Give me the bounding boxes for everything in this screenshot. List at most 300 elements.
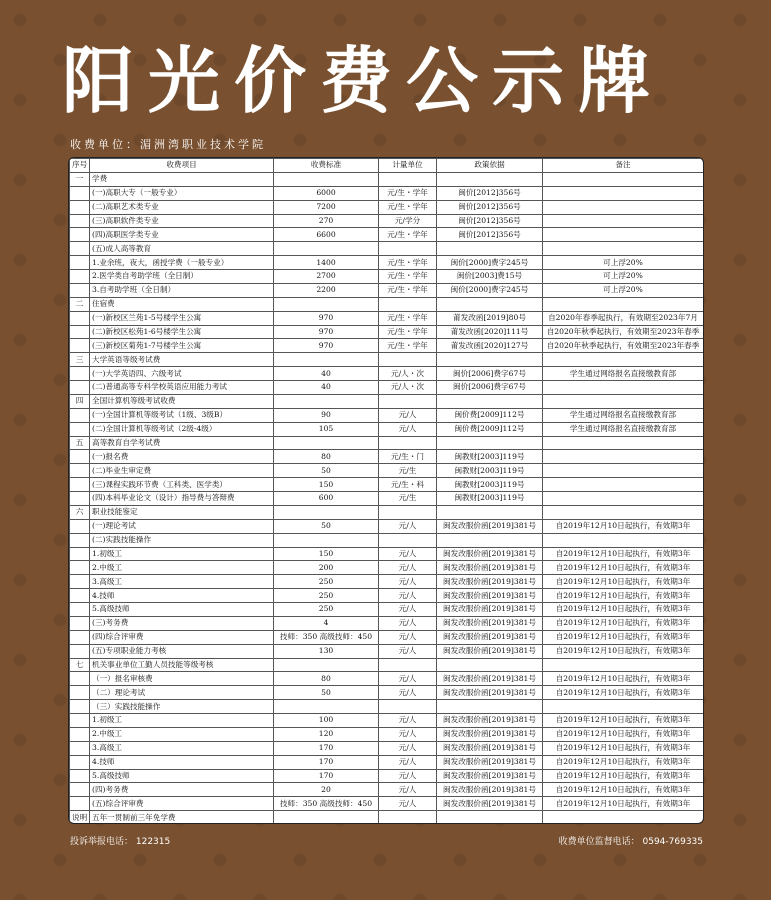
- row-note: [543, 186, 704, 200]
- charging-unit: 收费单位：湄洲湾职业技术学院: [70, 138, 266, 151]
- row-item: (二)毕业生审定费: [90, 464, 274, 478]
- row-basis: 闽价[2000]费字245号: [437, 283, 543, 297]
- row-standard: 50: [274, 686, 379, 700]
- row-unit: 元/人・次: [379, 367, 437, 381]
- row-unit: 元/人: [379, 422, 437, 436]
- table-row: [70, 630, 704, 644]
- table-row: [70, 256, 704, 270]
- row-note: [543, 464, 704, 478]
- row-standard: 150: [274, 478, 379, 492]
- row-note: [543, 478, 704, 492]
- row-basis: [437, 297, 543, 311]
- row-standard: 970: [274, 311, 379, 325]
- row-standard: 50: [274, 464, 379, 478]
- row-note: [543, 505, 704, 519]
- row-standard: [274, 353, 379, 367]
- table-row: [70, 353, 704, 367]
- row-number: [70, 464, 90, 478]
- table-row: [70, 547, 704, 561]
- row-item: (三)新校区菊苑1-7号楼学生公寓: [90, 339, 274, 353]
- table-row: [70, 297, 704, 311]
- row-note: [543, 700, 704, 714]
- row-item: 5.高级技师: [90, 769, 274, 783]
- row-basis: 闽发改服价函[2019]381号: [437, 630, 543, 644]
- row-unit: 元/生: [379, 464, 437, 478]
- row-basis: [437, 505, 543, 519]
- row-item: 3.高级工: [90, 575, 274, 589]
- row-basis: 闽发改服价函[2019]381号: [437, 616, 543, 630]
- table-row: [70, 727, 704, 741]
- row-basis: [437, 353, 543, 367]
- table-row: [70, 603, 704, 617]
- row-item: (二)普通高等专科学校英语应用能力考试: [90, 381, 274, 395]
- row-standard: 6000: [274, 186, 379, 200]
- row-note: 自2019年12月10日起执行，有效期3年: [543, 561, 704, 575]
- row-unit: 元/人: [379, 644, 437, 658]
- row-number: [70, 408, 90, 422]
- table-row: [70, 242, 704, 256]
- row-item: (五)成人高等教育: [90, 242, 274, 256]
- row-standard: 120: [274, 727, 379, 741]
- row-unit: 元/人: [379, 714, 437, 728]
- row-item: 职业技能鉴定: [90, 505, 274, 519]
- row-unit: 元/人: [379, 561, 437, 575]
- table-row: [70, 686, 704, 700]
- table-row: [70, 325, 704, 339]
- row-basis: [437, 242, 543, 256]
- row-basis: 莆发改函[2020]111号: [437, 325, 543, 339]
- row-note: [543, 436, 704, 450]
- row-number: [70, 714, 90, 728]
- row-standard: 40: [274, 367, 379, 381]
- row-standard: 600: [274, 492, 379, 506]
- row-unit: 元/生・学年: [379, 325, 437, 339]
- row-basis: 闽价[2000]费字245号: [437, 256, 543, 270]
- row-item: (四)综合评审费: [90, 630, 274, 644]
- table-row: [70, 561, 704, 575]
- row-standard: [274, 811, 379, 824]
- row-number: [70, 186, 90, 200]
- row-standard: [274, 297, 379, 311]
- row-number: [70, 561, 90, 575]
- row-item: (五)专项职业能力考核: [90, 644, 274, 658]
- row-number: [70, 214, 90, 228]
- row-number: [70, 450, 90, 464]
- row-item: 全国计算机等级考试收费: [90, 394, 274, 408]
- row-standard: 90: [274, 408, 379, 422]
- row-number: 说明: [70, 811, 90, 824]
- row-number: [70, 519, 90, 533]
- row-item: 学费: [90, 172, 274, 186]
- row-number: [70, 228, 90, 242]
- table-row: [70, 436, 704, 450]
- row-basis: 闽发改服价函[2019]381号: [437, 575, 543, 589]
- row-number: [70, 783, 90, 797]
- header-unit: 计量单位: [379, 159, 437, 173]
- row-unit: 元/人: [379, 672, 437, 686]
- row-standard: 170: [274, 769, 379, 783]
- row-standard: [274, 700, 379, 714]
- row-unit: 元/人: [379, 630, 437, 644]
- row-number: [70, 769, 90, 783]
- row-standard: 2200: [274, 283, 379, 297]
- table-row: [70, 755, 704, 769]
- row-note: [543, 394, 704, 408]
- row-unit: [379, 700, 437, 714]
- row-basis: 闽发改服价函[2019]381号: [437, 755, 543, 769]
- row-unit: 元/人: [379, 575, 437, 589]
- row-basis: 闽价[2012]356号: [437, 228, 543, 242]
- table-row: [70, 672, 704, 686]
- row-number: [70, 644, 90, 658]
- row-unit: 元/人: [379, 755, 437, 769]
- row-basis: 闽发改服价函[2019]381号: [437, 519, 543, 533]
- row-unit: 元/生: [379, 492, 437, 506]
- row-unit: [379, 505, 437, 519]
- row-note: [543, 242, 704, 256]
- row-standard: 170: [274, 741, 379, 755]
- row-unit: 元/生・学年: [379, 311, 437, 325]
- row-basis: [437, 658, 543, 672]
- header-note: 备注: [543, 159, 704, 173]
- row-unit: 元/生・学年: [379, 339, 437, 353]
- table-row: [70, 172, 704, 186]
- row-number: [70, 242, 90, 256]
- row-basis: 闽发改服价函[2019]381号: [437, 686, 543, 700]
- row-unit: 元/生・学年: [379, 270, 437, 284]
- row-unit: 元/学分: [379, 214, 437, 228]
- row-item: 高等教育自学考试费: [90, 436, 274, 450]
- row-note: [543, 214, 704, 228]
- row-unit: [379, 436, 437, 450]
- row-number: [70, 589, 90, 603]
- row-item: 1.初级工: [90, 714, 274, 728]
- row-item: (一)全国计算机等级考试（1级、3级B）: [90, 408, 274, 422]
- row-number: 六: [70, 505, 90, 519]
- row-standard: [274, 658, 379, 672]
- row-note: 自2019年12月10日起执行，有效期3年: [543, 686, 704, 700]
- row-basis: 闽价[2003]费15号: [437, 270, 543, 284]
- row-item: 3.高级工: [90, 741, 274, 755]
- row-unit: 元/生・学年: [379, 283, 437, 297]
- row-note: 自2020年春季起执行，有效期至2023年7月: [543, 311, 704, 325]
- row-number: 二: [70, 297, 90, 311]
- row-item: (四)本科毕业论文（设计）指导费与答辩费: [90, 492, 274, 506]
- table-row: [70, 505, 704, 519]
- row-item: (二)全国计算机等级考试（2级-4级）: [90, 422, 274, 436]
- row-unit: 元/人: [379, 797, 437, 811]
- row-unit: 元/生・学年: [379, 228, 437, 242]
- row-note: 自2019年12月10日起执行，有效期3年: [543, 575, 704, 589]
- row-item: 1.初级工: [90, 547, 274, 561]
- row-item: 3.自考助学班（全日制）: [90, 283, 274, 297]
- table-row: [70, 339, 704, 353]
- row-item: 2.中级工: [90, 727, 274, 741]
- table-row: [70, 700, 704, 714]
- row-number: [70, 367, 90, 381]
- row-item: (一)报名费: [90, 450, 274, 464]
- row-unit: [379, 297, 437, 311]
- row-note: 自2019年12月10日起执行，有效期3年: [543, 644, 704, 658]
- row-unit: 元/生・科: [379, 478, 437, 492]
- row-number: [70, 616, 90, 630]
- row-number: [70, 339, 90, 353]
- row-basis: 闽发改服价函[2019]381号: [437, 561, 543, 575]
- row-item: (二)高职艺术类专业: [90, 200, 274, 214]
- row-item: (一)新校区兰苑1-5号楼学生公寓: [90, 311, 274, 325]
- row-number: 七: [70, 658, 90, 672]
- row-number: 四: [70, 394, 90, 408]
- table-row: [70, 769, 704, 783]
- row-note: [543, 353, 704, 367]
- row-item: (三)高职软件类专业: [90, 214, 274, 228]
- row-note: 自2019年12月10日起执行，有效期3年: [543, 727, 704, 741]
- table-row: [70, 811, 704, 824]
- row-number: [70, 797, 90, 811]
- row-item: 2.医学类自考助学班（全日制）: [90, 270, 274, 284]
- row-unit: 元/生・学年: [379, 200, 437, 214]
- row-basis: 闽发改服价函[2019]381号: [437, 783, 543, 797]
- row-item: 大学英语等级考试费: [90, 353, 274, 367]
- row-standard: 技师：350 高级技师：450: [274, 797, 379, 811]
- row-note: 可上浮20%: [543, 270, 704, 284]
- row-note: [543, 450, 704, 464]
- row-basis: 闽发改服价函[2019]381号: [437, 714, 543, 728]
- row-basis: 闽发改服价函[2019]381号: [437, 547, 543, 561]
- table-row: [70, 381, 704, 395]
- row-basis: 闽发改服价函[2019]381号: [437, 603, 543, 617]
- row-basis: 闽价费[2009]112号: [437, 422, 543, 436]
- row-unit: 元/人: [379, 547, 437, 561]
- row-note: 自2019年12月10日起执行，有效期3年: [543, 589, 704, 603]
- row-unit: 元/人: [379, 589, 437, 603]
- row-note: [543, 297, 704, 311]
- header-basis: 政策依据: [437, 159, 543, 173]
- row-basis: 闽教财[2003]119号: [437, 450, 543, 464]
- row-number: [70, 547, 90, 561]
- row-basis: 闽发改服价函[2019]381号: [437, 797, 543, 811]
- row-unit: [379, 658, 437, 672]
- table-row: [70, 575, 704, 589]
- row-note: 自2019年12月10日起执行，有效期3年: [543, 547, 704, 561]
- row-standard: 100: [274, 714, 379, 728]
- row-item: 4.技师: [90, 589, 274, 603]
- table-row: [70, 367, 704, 381]
- table-row: [70, 644, 704, 658]
- row-item: 1.业余班，夜大，函授学费（一般专业）: [90, 256, 274, 270]
- header-no: 序号: [70, 159, 90, 173]
- row-item: (一)大学英语四、六级考试: [90, 367, 274, 381]
- row-unit: 元/人: [379, 741, 437, 755]
- row-standard: 250: [274, 603, 379, 617]
- row-item: 2.中级工: [90, 561, 274, 575]
- row-basis: 闽价费[2009]112号: [437, 408, 543, 422]
- row-standard: 970: [274, 325, 379, 339]
- row-standard: 6600: [274, 228, 379, 242]
- row-unit: 元/人: [379, 783, 437, 797]
- row-note: 自2019年12月10日起执行，有效期3年: [543, 519, 704, 533]
- row-standard: 1400: [274, 256, 379, 270]
- table-row: [70, 422, 704, 436]
- row-standard: 7200: [274, 200, 379, 214]
- row-note: 自2019年12月10日起执行，有效期3年: [543, 783, 704, 797]
- fee-table-board: [68, 157, 704, 824]
- table-row: [70, 186, 704, 200]
- row-item: (四)考务费: [90, 783, 274, 797]
- row-basis: [437, 533, 543, 547]
- row-note: 可上浮20%: [543, 283, 704, 297]
- row-item: （二）理论考试: [90, 686, 274, 700]
- row-standard: 2700: [274, 270, 379, 284]
- row-basis: 闽教财[2003]119号: [437, 492, 543, 506]
- row-basis: 闽发改服价函[2019]381号: [437, 741, 543, 755]
- table-row: [70, 228, 704, 242]
- row-unit: 元/人: [379, 603, 437, 617]
- row-unit: 元/生・学年: [379, 256, 437, 270]
- row-note: 自2019年12月10日起执行，有效期3年: [543, 672, 704, 686]
- row-note: 自2019年12月10日起执行，有效期3年: [543, 616, 704, 630]
- row-standard: 80: [274, 672, 379, 686]
- row-item: (三)考务费: [90, 616, 274, 630]
- row-note: 自2019年12月10日起执行，有效期3年: [543, 630, 704, 644]
- row-number: [70, 603, 90, 617]
- row-number: [70, 283, 90, 297]
- row-number: [70, 533, 90, 547]
- row-standard: 250: [274, 575, 379, 589]
- row-number: [70, 256, 90, 270]
- row-item: (三)课程实践环节费（工科类、医学类）: [90, 478, 274, 492]
- table-row: [70, 797, 704, 811]
- row-unit: 元/人・次: [379, 381, 437, 395]
- row-unit: [379, 172, 437, 186]
- table-row: [70, 519, 704, 533]
- row-unit: [379, 533, 437, 547]
- row-unit: [379, 353, 437, 367]
- row-number: [70, 686, 90, 700]
- table-row: [70, 408, 704, 422]
- row-standard: 150: [274, 547, 379, 561]
- row-item: （一）报名审核费: [90, 672, 274, 686]
- row-note: 学生通过网络报名直接缴教育部: [543, 367, 704, 381]
- row-standard: [274, 394, 379, 408]
- row-standard: [274, 436, 379, 450]
- row-basis: 闽教财[2003]119号: [437, 464, 543, 478]
- table-row: [70, 214, 704, 228]
- row-basis: [437, 394, 543, 408]
- row-note: 自2019年12月10日起执行，有效期3年: [543, 755, 704, 769]
- header-standard: 收费标准: [274, 159, 379, 173]
- row-number: [70, 630, 90, 644]
- row-standard: 40: [274, 381, 379, 395]
- row-unit: 元/人: [379, 769, 437, 783]
- row-unit: 元/生・门: [379, 450, 437, 464]
- row-note: 自2019年12月10日起执行，有效期3年: [543, 603, 704, 617]
- row-number: [70, 755, 90, 769]
- table-row: [70, 658, 704, 672]
- row-standard: 技师：350 高级技师：450: [274, 630, 379, 644]
- table-row: [70, 283, 704, 297]
- row-number: 三: [70, 353, 90, 367]
- row-item: (一)理论考试: [90, 519, 274, 533]
- row-basis: 闽价[2006]费字67号: [437, 381, 543, 395]
- row-number: [70, 575, 90, 589]
- row-number: [70, 270, 90, 284]
- row-standard: [274, 533, 379, 547]
- row-standard: [274, 172, 379, 186]
- table-row: [70, 492, 704, 506]
- table-row: [70, 741, 704, 755]
- row-number: 一: [70, 172, 90, 186]
- row-number: [70, 325, 90, 339]
- row-basis: 莆发改函[2019]80号: [437, 311, 543, 325]
- row-note: [543, 492, 704, 506]
- table-row: [70, 200, 704, 214]
- fee-table-body: [70, 172, 704, 824]
- row-unit: [379, 394, 437, 408]
- row-number: [70, 311, 90, 325]
- supervision-phone: 收费单位监督电话： 0594-769335: [558, 837, 703, 847]
- row-item: (一)高职大专（一般专业）: [90, 186, 274, 200]
- row-unit: [379, 811, 437, 824]
- row-item: (四)高职医学类专业: [90, 228, 274, 242]
- row-note: [543, 381, 704, 395]
- row-basis: [437, 811, 543, 824]
- row-standard: 270: [274, 214, 379, 228]
- row-unit: 元/人: [379, 727, 437, 741]
- page-title: 阳光价费公示牌: [62, 39, 665, 123]
- row-standard: [274, 505, 379, 519]
- table-row: [70, 714, 704, 728]
- row-basis: 闽发改服价函[2019]381号: [437, 769, 543, 783]
- row-standard: [274, 242, 379, 256]
- row-item: 机关事业单位工勤人员技能等级考核: [90, 658, 274, 672]
- row-note: [543, 533, 704, 547]
- table-row: [70, 478, 704, 492]
- row-note: [543, 228, 704, 242]
- row-unit: 元/人: [379, 616, 437, 630]
- header-item: 收费项目: [90, 159, 274, 173]
- row-item: 5.高级技师: [90, 603, 274, 617]
- row-item: (二)新校区松苑1-6号楼学生公寓: [90, 325, 274, 339]
- table-row: [70, 783, 704, 797]
- row-basis: [437, 700, 543, 714]
- row-basis: [437, 172, 543, 186]
- row-note: 自2020年秋季起执行，有效期至2023年春季: [543, 325, 704, 339]
- table-header-row: [70, 159, 704, 173]
- row-unit: 元/人: [379, 519, 437, 533]
- row-unit: 元/生・学年: [379, 186, 437, 200]
- row-basis: 闽价[2012]356号: [437, 186, 543, 200]
- fee-table: [69, 158, 704, 824]
- row-basis: 闽价[2006]费字67号: [437, 367, 543, 381]
- row-item: （三）实践技能操作: [90, 700, 274, 714]
- row-basis: 闽发改服价函[2019]381号: [437, 672, 543, 686]
- row-basis: 闽价[2012]356号: [437, 214, 543, 228]
- row-note: 学生通过网络报名直接缴教育部: [543, 408, 704, 422]
- row-basis: 闽发改服价函[2019]381号: [437, 644, 543, 658]
- row-standard: 20: [274, 783, 379, 797]
- complaint-phone: 投诉举报电话： 122315: [70, 837, 171, 847]
- row-standard: 105: [274, 422, 379, 436]
- row-number: [70, 422, 90, 436]
- row-number: [70, 727, 90, 741]
- row-note: 自2019年12月10日起执行，有效期3年: [543, 741, 704, 755]
- row-note: [543, 658, 704, 672]
- row-note: 自2020年秋季起执行，有效期至2023年春季: [543, 339, 704, 353]
- row-basis: 闽发改服价函[2019]381号: [437, 589, 543, 603]
- row-note: [543, 200, 704, 214]
- row-note: 学生通过网络报名直接缴教育部: [543, 422, 704, 436]
